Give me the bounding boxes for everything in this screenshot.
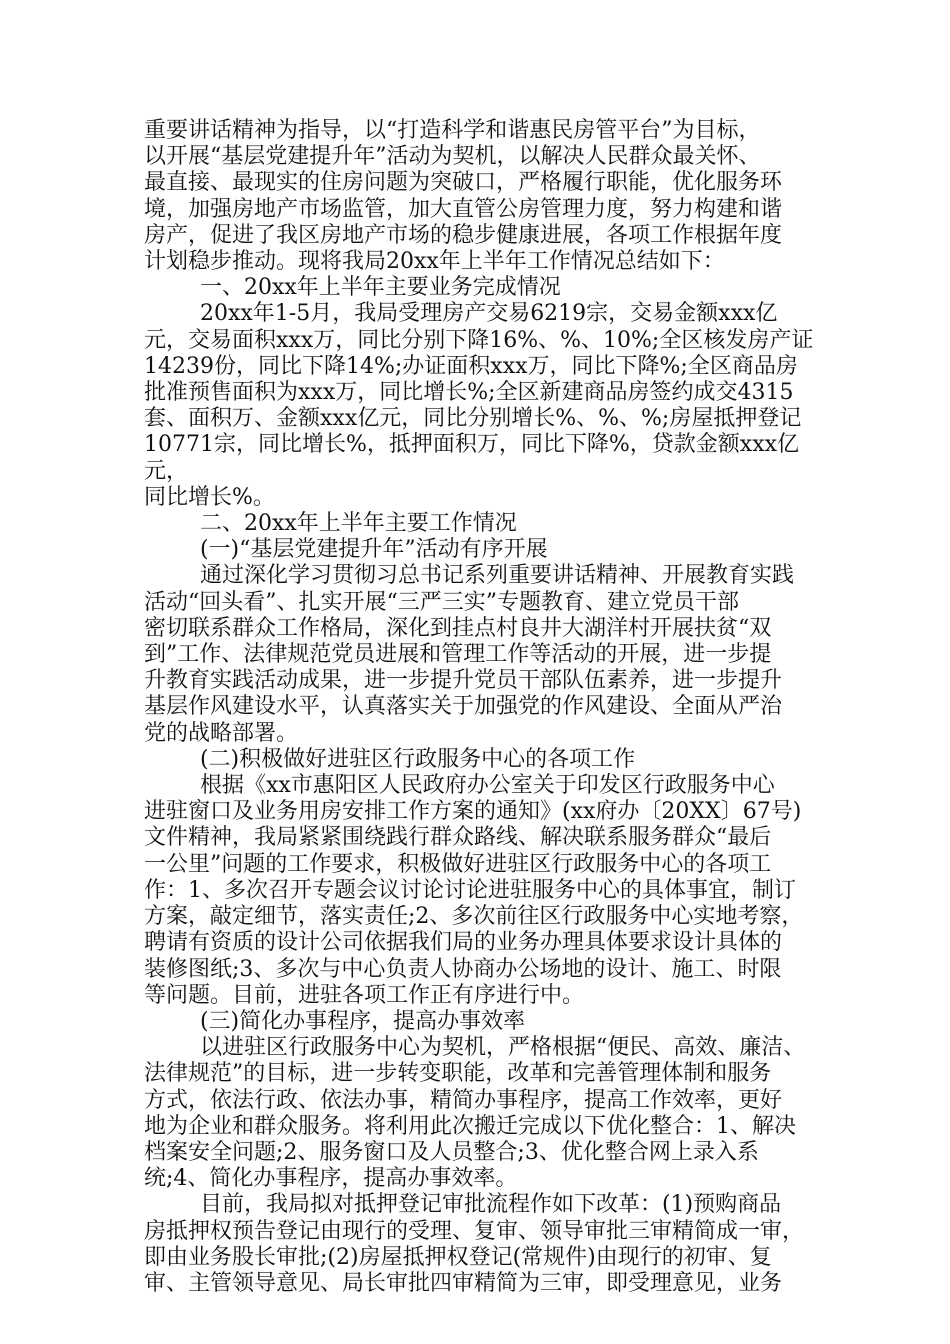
subsection-heading-2: (二)积极做好进驻区行政服务中心的各项工作 xyxy=(144,746,636,772)
service-center-paragraph: 根据《xx市惠阳区人民政府办公室关于印发区行政服务中心 进驻窗口及业务用房安排工作方案的通知》(xx府办〔20XX〕67号) 文件精神，我局紧紧围绕践行群众路线、解决联系服务群众“最后 一公里”问题的工作要求，积极做好进驻区行政服务中心的各项工 作：1、多次召开专题会议讨论讨论进驻服务中心的具体事宜，制订 方案，敲定细节，落实责任;2、多次前往区行政服务中心实地考察， 聘请有资质的设计公司依据我们局的业务办理具体要求设计具体的 装修图纸;3、多次与中心负责人协商办公场地的设计、施工、时限 等问题。目前，进驻各项工作正有序进行中。 xyxy=(144,773,804,1008)
party-building-paragraph: 通过深化学习贯彻习总书记系列重要讲话精神、开展教育实践 活动“回头看”、扎实开展“三严三实”专题教育、建立党员干部 密切联系群众工作格局，深化到挂点村良井大湖洋村开展扶贫“双 到”工作、法律规范党员进展和管理工作等活动的开展，进一步提 升教育实践活动成果，进一步提升党员干部队伍素养，进一步提升 基层作风建设水平，认真落实关于加强党的作风建设、全面从严治 党的战略部署。 xyxy=(144,563,794,746)
mortgage-reform-paragraph: 目前，我局拟对抵押登记审批流程作如下改革：(1)预购商品 房抵押权预告登记由现行的受理、复审、领导审批三审精简成一审， 即由业务股长审批;(2)房屋抵押权登记(常规件)由现行的初审、复 审、主管领导意见、局长审批四审精简为三审，即受理意见，业务 xyxy=(144,1192,805,1296)
business-stats-paragraph: 20xx年1-5月，我局受理房产交易6219宗，交易金额xxx亿 元，交易面积xxx万，同比分别下降16%、%、10%;全区核发房产证 14239份，同比下降14%;办证面积xxx万，同比下降%;全区商品房 批准预售面积为xxx万，同比增长%;全区新建商品房签约成交4315 套、面积万、金额xxx亿元，同比分别增长%、%、%;房屋抵押登记 10771宗，同比增长%，抵押面积万，同比下降%，贷款金额xxx亿元， 同比增长%。 xyxy=(144,301,814,510)
document-body xyxy=(144,118,824,1297)
intro-paragraph: 重要讲话精神为指导，以“打造科学和谐惠民房管平台”为目标， 以开展“基层党建提升年”活动为契机，以解决人民群众最关怀、 最直接、最现实的住房问题为突破口，严格履行职能，优化服务环 境，加强房地产市场监管，加大直管公房管理力度，努力构建和谐 房产，促进了我区房地产市场的稳步健康进展，各项工作根据年度 计划稳步推动。现将我局20xx年上半年工作情况总结如下： xyxy=(144,118,783,275)
subsection-heading-1: (一)“基层党建提升年”活动有序开展 xyxy=(144,537,548,563)
subsection-heading-3: (三)简化办事程序，提高办事效率 xyxy=(144,1008,526,1034)
efficiency-paragraph: 以进驻区行政服务中心为契机，严格根据“便民、高效、廉洁、 法律规范”的目标，进一步转变职能，改革和完善管理体制和服务 方式，依法行政、依法办事，精简办事程序，提高工作效率，更好 地为企业和群众服务。将利用此次搬迁完成以下优化整合：1、解决 档案安全问题;2、服务窗口及人员整合;3、优化整合网上录入系 统;4、简化办事程序，提高办事效率。 xyxy=(144,1035,806,1192)
section-heading-2: 二、20xx年上半年主要工作情况 xyxy=(144,511,517,537)
section-heading-1: 一、20xx年上半年主要业务完成情况 xyxy=(144,275,561,301)
